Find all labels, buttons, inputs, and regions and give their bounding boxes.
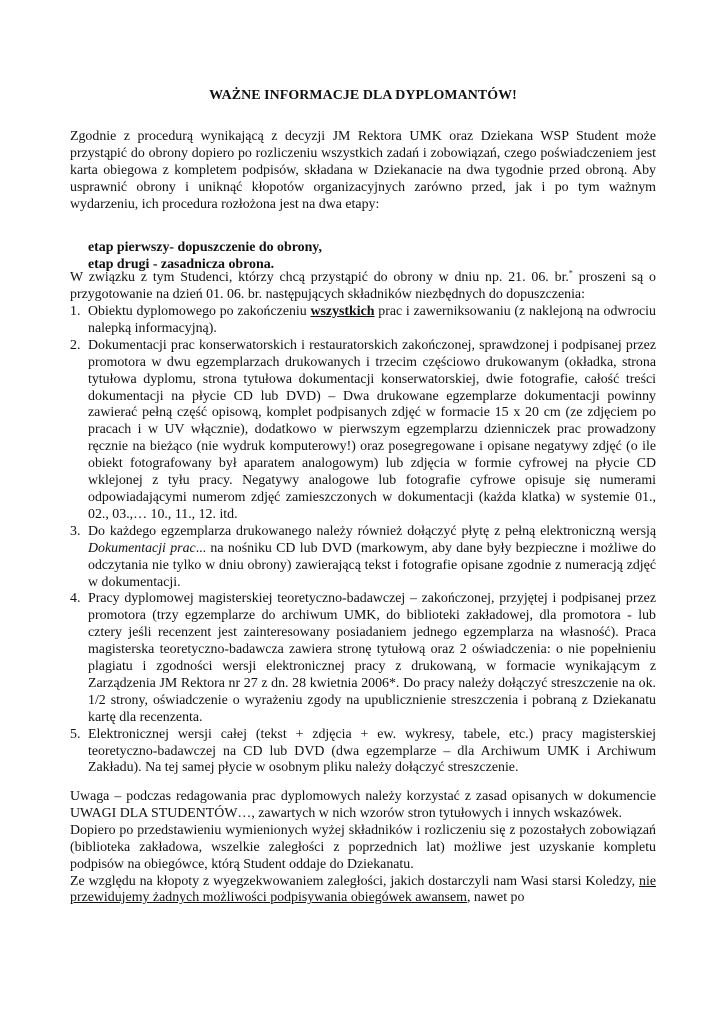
list-item-text: Dokumentacji prac konserwatorskich i restauratorskich zakończonej, sprawdzonej i podpisanej przez promotora w dwu egzemplarzach drukowanych i trzecim częściowo drukowanym (okładka, strona tytułowa dyplomu, strona tytułowa dokumentacji konserwatorskiej, dwie fotografie, całość treści dokumentacji na płycie CD lub DVD) – Dwa drukowane egzemplarze dokumentacji powinny zawierać pełną część opisową, komplet podpisanych zdjęć w formacie 15 x 20 cm (ze zdjęciem po pracach i w UV włącznie), dodatkowo w pierwszym egzemplarzu dzienniczek prac prowadzony ręcznie na bieżąco (nie wydruk komputerowy!) oraz posegregowane i opisane negatywy zdjęć (o ile obiekt fotografowany był aparatem analogowym) lub zdjęcia w formie cyfrowej na płycie CD wklejonej z tyłu pracy. Negatywy analogowe lub fotografie cyfrowe opisuje się numerami odpowiadającymi numerom zdjęć zamieszczonych w dokumentacji (każda klatka) w systemie 01., 02., 03.,… 10., 11., 12. itd. [88, 337, 656, 522]
list-item [70, 727, 656, 778]
list-item [70, 524, 656, 592]
list-item-number: 5. [70, 726, 81, 742]
list-item-text: Pracy dyplomowej magisterskiej teoretyczno-badawczej – zakończonej, przyjętej i podpisanej przez promotora (trzy egzemplarze do archiwum UMK, do biblioteki zakładowej, dla promotora - lub cztery jeśli recenzent jest zainteresowany posiadaniem jednego egzemplarza na własność). Praca magisterska teoretyczno-badawcza zawiera stronę tytułową oraz 2 oświadczenia: o nie popełnieniu plagiatu i zgodności wersji elektronicznej pracy z drukowaną, w formacie wynikającym z Zarządzenia JM Rektora nr 27 z dn. 28 kwietnia 2006*. Do pracy należy dołączyć streszczenie na ok. 1/2 strony, oświadczenie o wyrażeniu zgody na upublicznienie streszczenia i pobraną z Dziekanatu kartę dla recenzenta. [88, 591, 656, 725]
stage-one: etap pierwszy- dopuszczenie do obrony, [88, 240, 322, 255]
list-item-text: Obiektu dyplomowego po zakończeniu [88, 304, 311, 319]
emphasis-all: wszystkich [310, 304, 375, 319]
note-text: Ze względu na kłopoty z wyegzekwowaniem zaległości, jakich dostarczyli nam Wasi starsi Koledzy, [70, 873, 640, 889]
list-item-number: 4. [70, 591, 81, 607]
list-item-text: Elektronicznej wersji całej (tekst + zdjęcia + ew. wykresy, tabele, etc.) pracy magisterskiej teoretyczno-badawczej na CD lub DVD (dwa egzemplarze – dla Archiwum UMK i Archiwum Zakładu). Na tej samej płycie w osobnym pliku należy dołączyć streszczenie. [88, 726, 656, 776]
lead-text-before: W związku z tym Studenci, którzy chcą przystąpić do obrony w dniu np. 21. 06. br. [70, 270, 569, 285]
list-item-number: 2. [70, 337, 81, 353]
underlined-warning: nie przewidujemy żadnych możliwości podpisywania obiegówek awansem [70, 873, 656, 906]
list-item [70, 338, 656, 524]
list-item [70, 304, 656, 338]
footnote-marker: * [568, 268, 573, 278]
note-paragraph-1: Uwaga – podczas redagowania prac dyplomowych należy korzystać z zasad opisanych w dokumencie UWAGI DLA STUDENTÓW…, zawartych w nich wzorów stron tytułowych i innych wskazówek. [70, 789, 656, 821]
requirements-list [70, 304, 656, 777]
note-paragraph-2: Dopiero po przedstawieniu wymienionych wyżej składników i rozliczeniu się z pozostałych zobowiązań (biblioteka zakładowa, wszelkie zaległości z poprzednich lat) możliwe jest uzyskanie kompletu podpisów na obiegówce, którą Student oddaje do Dziekanatu. [70, 822, 656, 872]
page-title: WAŻNE INFORMACJE DLA DYPLOMANTÓW! [209, 88, 517, 103]
list-item-text: Do każdego egzemplarza drukowanego należy również dołączyć płytę z pełną elektroniczną wersją [88, 523, 656, 539]
emphasis-doc-title: Dokumentacji prac [88, 540, 196, 556]
list-item-number: 1. [70, 304, 81, 319]
list-item-text-end: ... na nośniku CD lub DVD (markowym, aby dane były bezpieczne i możliwe do odczytania nie tylko w dniu obrony) zawierającą tekst i fotografie opisane zgodnie z numeracją zdjęć w dokumentacji. [88, 540, 656, 590]
list-item-number: 3. [70, 523, 81, 539]
note-text-end: , nawet po [466, 890, 525, 906]
lead-paragraph [70, 270, 656, 304]
stages-list [88, 239, 322, 273]
intro-paragraph: Zgodnie z procedurą wynikającą z decyzji JM Rektora UMK oraz Dziekana WSP Student może przystąpić do obrony dopiero po rozliczeniu wszystkich zadań i zobowiązań, czego poświadczeniem jest karta obiegowa z kompletem podpisów, składana w Dziekanacie na dwa tygodnie przed obroną. Aby usprawnić obrony i uniknąć kłopotów organizacyjnych zarówno przed, jak i po tym ważnym wydarzeniu, ich procedura rozłożona jest na dwa etapy: [70, 129, 656, 212]
lead-text-after: proszeni są o przygotowanie na dzień 01. 06. br. następujących składników niezbędnych do dopuszczenia: [70, 270, 656, 302]
note-paragraph-3 [70, 874, 656, 908]
list-item [70, 591, 656, 726]
notes-section [70, 789, 656, 907]
stage-two: etap drugi - zasadnicza obrona. [88, 257, 275, 272]
list-item-text-end: prac i zawerniksowaniu (z naklejoną na odwrociu nalepką informacyjną). [88, 304, 656, 336]
